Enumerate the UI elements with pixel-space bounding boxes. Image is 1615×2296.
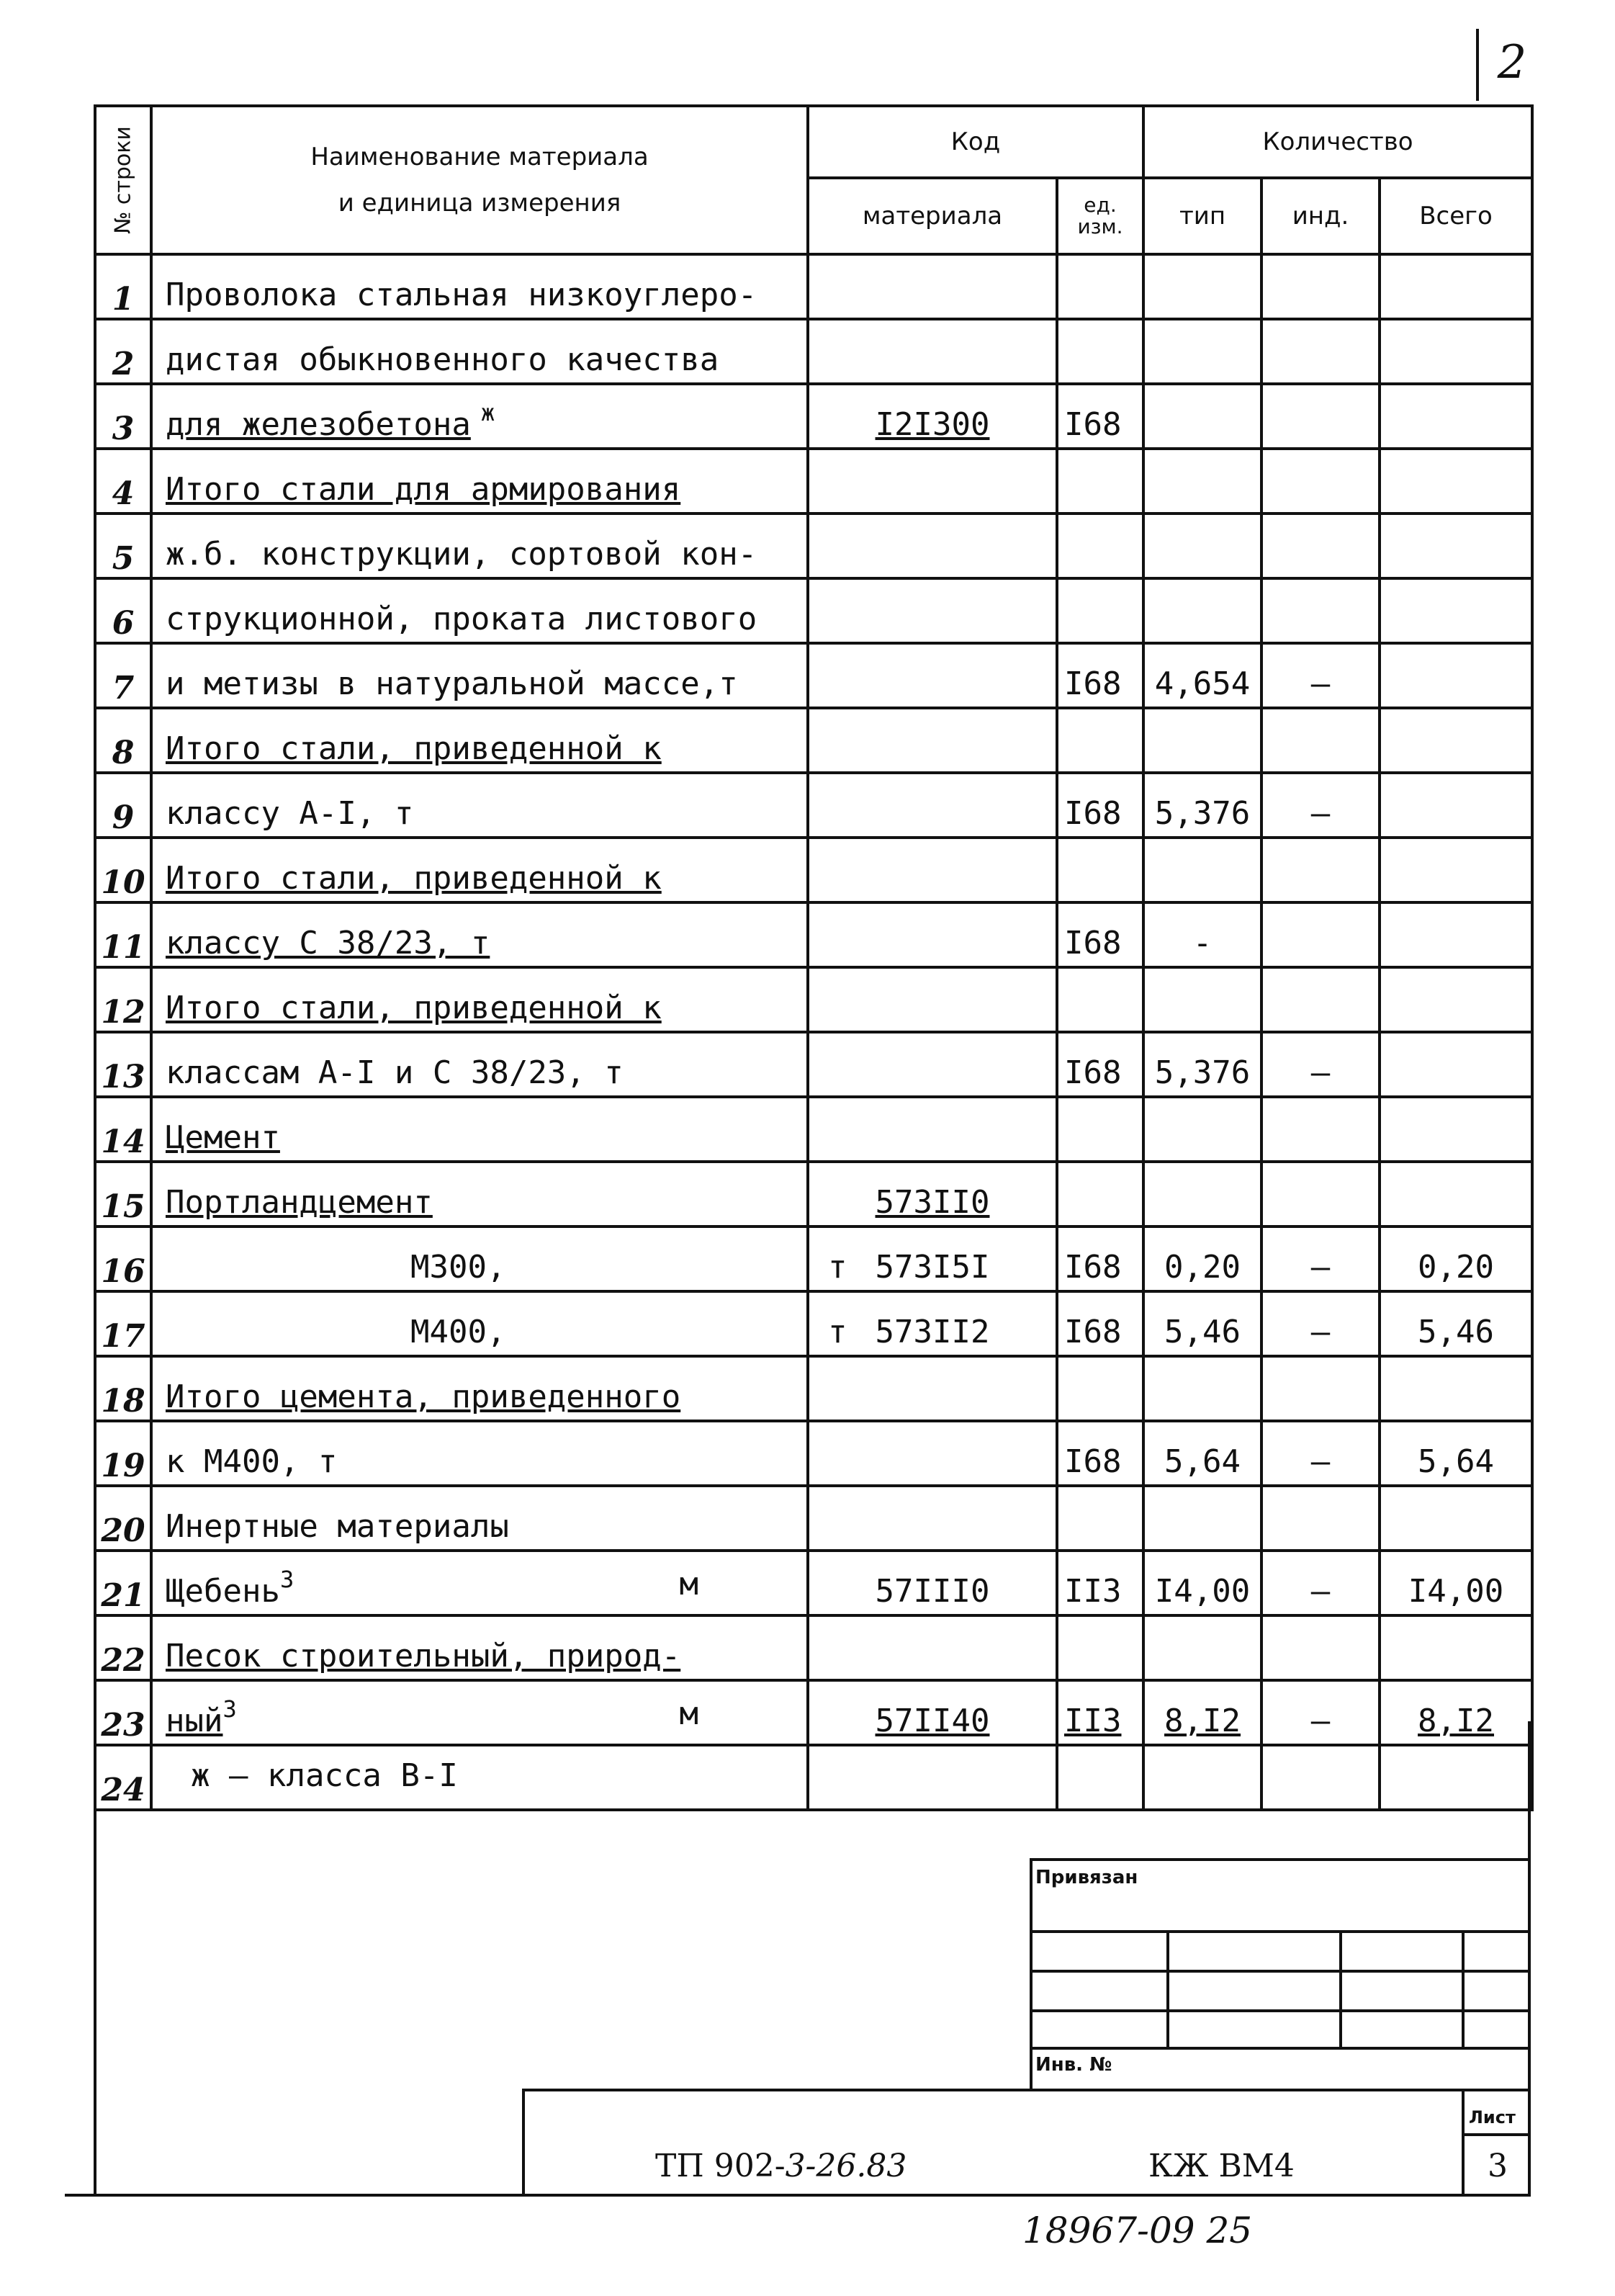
unit-code — [1057, 1745, 1143, 1810]
unit-code: II3 — [1057, 1551, 1143, 1615]
row-number: 13 — [95, 1032, 151, 1097]
qty-ind — [1261, 1615, 1380, 1680]
stamp-line-2 — [1030, 1970, 1531, 1973]
row-number: 11 — [95, 902, 151, 967]
handwritten-number: 18967-09 25 — [1022, 2210, 1253, 2251]
qty-ind — [1261, 902, 1380, 967]
qty-total — [1380, 1745, 1532, 1810]
qty-ind: – — [1261, 1551, 1380, 1615]
row-number: 9 — [95, 773, 151, 838]
qty-ind: – — [1261, 773, 1380, 838]
table-row — [95, 902, 1532, 967]
row-number: 8 — [95, 708, 151, 773]
material-name — [151, 1162, 808, 1227]
material-code: 57II40 — [808, 1680, 1057, 1745]
qty-ind — [1261, 514, 1380, 578]
corner-divider — [1476, 29, 1479, 101]
header-ind: инд. — [1261, 178, 1380, 254]
header-typ: тип — [1143, 178, 1261, 254]
row-number: 3 — [95, 384, 151, 449]
stamp-privyazan: Привязан — [1035, 1867, 1138, 1888]
material-code — [808, 1097, 1057, 1162]
unit-label: м — [679, 1566, 698, 1602]
material-code — [808, 578, 1057, 643]
material-code — [808, 643, 1057, 708]
title-top-line — [522, 2089, 1531, 2091]
table-row — [95, 1162, 1532, 1227]
material-name-text: струкционной, проката листового — [166, 601, 757, 637]
unit-code: I68 — [1057, 773, 1143, 838]
material-code — [808, 319, 1057, 384]
row-number: 17 — [95, 1291, 151, 1356]
row-number: 4 — [95, 449, 151, 514]
unit-label: м — [679, 1695, 698, 1732]
material-name — [151, 1615, 808, 1680]
material-name-text: Цемент — [166, 1119, 280, 1156]
material-name-text: Итого стали, приведенной к — [166, 860, 662, 897]
unit-code: II3 — [1057, 1680, 1143, 1745]
qty-typ: 5,376 — [1143, 773, 1261, 838]
stamp-vline-1 — [1166, 1930, 1169, 2049]
material-code — [808, 838, 1057, 902]
unit-code — [1057, 1162, 1143, 1227]
qty-ind — [1261, 578, 1380, 643]
stamp-line-3 — [1030, 2009, 1531, 2012]
qty-ind — [1261, 708, 1380, 773]
qty-total: I4,00 — [1380, 1551, 1532, 1615]
table-row — [95, 1356, 1532, 1421]
document-code: ТП 902-3-26.83 — [655, 2148, 907, 2184]
qty-typ: 5,376 — [1143, 1032, 1261, 1097]
table-row — [95, 1551, 1532, 1615]
material-code — [808, 967, 1057, 1032]
unit-code — [1057, 1097, 1143, 1162]
material-name-text: Песок строительный, природ- — [166, 1638, 681, 1674]
qty-total — [1380, 319, 1532, 384]
row-number: 10 — [95, 838, 151, 902]
material-code — [808, 254, 1057, 319]
header-total: Всего — [1380, 178, 1532, 254]
unit-superscript: 3 — [279, 1566, 294, 1593]
qty-typ: 8,I2 — [1143, 1680, 1261, 1745]
title-left-line — [522, 2089, 525, 2197]
qty-total — [1380, 449, 1532, 514]
qty-ind — [1261, 384, 1380, 449]
material-name — [151, 773, 808, 838]
qty-total — [1380, 1162, 1532, 1227]
qty-typ — [1143, 449, 1261, 514]
unit-code: I68 — [1057, 902, 1143, 967]
qty-total — [1380, 384, 1532, 449]
qty-total: 0,20 — [1380, 1227, 1532, 1291]
qty-ind — [1261, 967, 1380, 1032]
material-name-text: Портландцемент — [166, 1184, 433, 1221]
qty-total — [1380, 1097, 1532, 1162]
material-name — [151, 1486, 808, 1551]
row-number: 15 — [95, 1162, 151, 1227]
row-number: 7 — [95, 643, 151, 708]
material-name — [151, 449, 808, 514]
material-code: I2I300 — [808, 384, 1057, 449]
qty-typ — [1143, 1486, 1261, 1551]
table-row — [95, 254, 1532, 319]
material-code — [808, 514, 1057, 578]
material-code — [808, 902, 1057, 967]
material-code: 57III0 — [808, 1551, 1057, 1615]
qty-typ: 4,654 — [1143, 643, 1261, 708]
qty-ind — [1261, 1097, 1380, 1162]
unit-label: т — [828, 1249, 847, 1286]
table-row — [95, 967, 1532, 1032]
qty-typ: 0,20 — [1143, 1227, 1261, 1291]
material-name-text: Итого стали, приведенной к — [166, 990, 662, 1026]
material-name — [151, 1551, 808, 1615]
qty-typ — [1143, 1162, 1261, 1227]
material-code — [808, 773, 1057, 838]
qty-typ — [1143, 514, 1261, 578]
material-name — [151, 902, 808, 967]
table-row — [95, 708, 1532, 773]
material-name — [151, 1097, 808, 1162]
unit-code — [1057, 514, 1143, 578]
qty-ind: – — [1261, 1291, 1380, 1356]
header-row-number: № строки — [95, 106, 151, 254]
material-name — [151, 708, 808, 773]
material-name-text: Итого цемента, приведенного — [166, 1378, 681, 1415]
qty-ind: – — [1261, 1032, 1380, 1097]
unit-code: I68 — [1057, 384, 1143, 449]
table-row — [95, 1032, 1532, 1097]
header-material-name — [151, 106, 808, 254]
qty-total: 5,46 — [1380, 1291, 1532, 1356]
material-name-text: и метизы в натуральной массе,т — [166, 665, 738, 702]
table-row — [95, 838, 1532, 902]
table-row — [95, 1227, 1532, 1291]
material-name — [151, 838, 808, 902]
stamp-top-line — [1030, 1858, 1531, 1861]
header-quantity-group: Количество — [1143, 106, 1532, 178]
document-mark: КЖ ВМ4 — [1148, 2148, 1295, 2184]
frame-left-line — [94, 1721, 96, 2197]
qty-ind: – — [1261, 1227, 1380, 1291]
title-sheet-line — [1462, 2133, 1531, 2136]
material-name-text: Инертные материалы — [166, 1508, 509, 1545]
stamp-inv-no: Инв. № — [1035, 2054, 1112, 2076]
qty-typ: - — [1143, 902, 1261, 967]
qty-typ: 5,46 — [1143, 1291, 1261, 1356]
material-name — [151, 1032, 808, 1097]
row-number: 12 — [95, 967, 151, 1032]
material-name-text: Проволока стальная низкоуглеро- — [166, 277, 757, 313]
qty-typ: 5,64 — [1143, 1421, 1261, 1486]
table-row — [95, 1615, 1532, 1680]
qty-total — [1380, 643, 1532, 708]
unit-code — [1057, 578, 1143, 643]
qty-total — [1380, 708, 1532, 773]
qty-total — [1380, 1356, 1532, 1421]
header-code-group: Код — [808, 106, 1143, 178]
qty-typ — [1143, 967, 1261, 1032]
unit-code — [1057, 967, 1143, 1032]
table-row — [95, 1680, 1532, 1745]
table-row — [95, 1097, 1532, 1162]
frame-bottom-line — [65, 2194, 1531, 2197]
material-name — [151, 384, 808, 449]
material-name — [151, 1680, 808, 1745]
qty-total — [1380, 1486, 1532, 1551]
unit-code: I68 — [1057, 643, 1143, 708]
material-code — [808, 1356, 1057, 1421]
row-number: 1 — [95, 254, 151, 319]
table-row — [95, 449, 1532, 514]
qty-total: 5,64 — [1380, 1421, 1532, 1486]
qty-ind — [1261, 838, 1380, 902]
material-name — [151, 254, 808, 319]
qty-typ — [1143, 1745, 1261, 1810]
table-row — [95, 514, 1532, 578]
material-name-text: для железобетона — [166, 406, 471, 443]
qty-typ — [1143, 319, 1261, 384]
qty-typ — [1143, 1356, 1261, 1421]
material-code — [808, 1421, 1057, 1486]
material-code — [808, 1615, 1057, 1680]
material-name — [151, 319, 808, 384]
unit-code — [1057, 838, 1143, 902]
unit-code — [1057, 1486, 1143, 1551]
title-sheet-divider — [1462, 2089, 1465, 2197]
unit-code: I68 — [1057, 1291, 1143, 1356]
unit-code — [1057, 254, 1143, 319]
header-name-line2: и единица измерения — [338, 189, 621, 218]
qty-ind — [1261, 254, 1380, 319]
qty-typ: I4,00 — [1143, 1551, 1261, 1615]
material-name-text: М400, — [410, 1314, 506, 1350]
unit-code — [1057, 1615, 1143, 1680]
header-name-line1: Наименование материала — [310, 143, 649, 171]
qty-ind — [1261, 1162, 1380, 1227]
material-name-text: ный — [166, 1703, 223, 1739]
material-name — [151, 1227, 847, 1291]
unit-label: т — [828, 1314, 847, 1350]
qty-total — [1380, 967, 1532, 1032]
row-number: 14 — [95, 1097, 151, 1162]
table-row — [95, 1421, 1532, 1486]
row-number: 19 — [95, 1421, 151, 1486]
unit-code: I68 — [1057, 1227, 1143, 1291]
qty-total — [1380, 902, 1532, 967]
material-name-text: Итого стали, приведенной к — [166, 730, 662, 767]
qty-typ — [1143, 578, 1261, 643]
frame-right-line — [1528, 1721, 1531, 2197]
qty-typ — [1143, 384, 1261, 449]
material-code: 573II2 — [808, 1291, 1057, 1356]
material-name — [151, 1421, 808, 1486]
sheet-number: 3 — [1488, 2148, 1508, 2184]
header-unit: ед. изм. — [1057, 178, 1143, 254]
material-name-text: классу С 38/23, т — [166, 925, 490, 961]
qty-ind — [1261, 1745, 1380, 1810]
unit-code — [1057, 708, 1143, 773]
qty-typ — [1143, 1097, 1261, 1162]
material-code — [808, 708, 1057, 773]
material-name-text: классу А-I, т — [166, 795, 414, 832]
material-code — [808, 449, 1057, 514]
qty-typ — [1143, 254, 1261, 319]
unit-code: I68 — [1057, 1032, 1143, 1097]
material-name — [151, 514, 808, 578]
stamp-line-4 — [1030, 2047, 1531, 2050]
qty-ind — [1261, 1486, 1380, 1551]
material-name — [151, 1291, 847, 1356]
page-number: 2 — [1497, 36, 1527, 89]
qty-ind — [1261, 319, 1380, 384]
materials-table — [94, 104, 1534, 1811]
unit-code — [1057, 319, 1143, 384]
qty-typ — [1143, 838, 1261, 902]
row-number: 21 — [95, 1551, 151, 1615]
qty-ind — [1261, 449, 1380, 514]
table-row — [95, 1291, 1532, 1356]
material-name-text: ж.б. конструкции, сортовой кон- — [166, 536, 757, 573]
material-name-text: дистая обыкновенного качества — [166, 341, 719, 378]
material-code — [808, 1745, 1057, 1810]
qty-total — [1380, 254, 1532, 319]
table-row — [95, 643, 1532, 708]
qty-typ — [1143, 708, 1261, 773]
row-number: 18 — [95, 1356, 151, 1421]
row-number: 20 — [95, 1486, 151, 1551]
material-code — [808, 1486, 1057, 1551]
table-row — [95, 384, 1532, 449]
material-name — [151, 967, 808, 1032]
material-name-text: Итого стали для армирования — [166, 471, 681, 508]
table-row — [95, 773, 1532, 838]
table-row — [95, 319, 1532, 384]
qty-ind: – — [1261, 1680, 1380, 1745]
material-name-text: М300, — [410, 1249, 506, 1286]
row-number: 6 — [95, 578, 151, 643]
material-name — [151, 643, 808, 708]
row-number: 23 — [95, 1680, 151, 1745]
unit-code: I68 — [1057, 1421, 1143, 1486]
qty-total — [1380, 1615, 1532, 1680]
unit-superscript: 3 — [222, 1695, 237, 1723]
footnote-marker: ж — [480, 399, 495, 426]
unit-code — [1057, 449, 1143, 514]
header-row-1 — [95, 106, 1532, 178]
qty-total — [1380, 514, 1532, 578]
row-number: 16 — [95, 1227, 151, 1291]
qty-total — [1380, 1032, 1532, 1097]
unit-code — [1057, 1356, 1143, 1421]
table-row — [95, 1486, 1532, 1551]
material-name-text: Щебень — [166, 1573, 280, 1610]
qty-total: 8,I2 — [1380, 1680, 1532, 1745]
material-name-text: классам А-I и С 38/23, т — [166, 1054, 624, 1091]
stamp-vline-3 — [1462, 1930, 1465, 2049]
material-code: 573II0 — [808, 1162, 1057, 1227]
material-code: 573I5I — [808, 1227, 1057, 1291]
material-name — [151, 578, 808, 643]
sheet-label: Лист — [1469, 2107, 1516, 2127]
row-number: 22 — [95, 1615, 151, 1680]
material-name-text: к М400, т — [166, 1443, 338, 1480]
material-code — [808, 1032, 1057, 1097]
row-number: 24 — [95, 1745, 151, 1810]
qty-total — [1380, 578, 1532, 643]
footnote: ж – класса В-I — [191, 1757, 458, 1794]
stamp-line-1 — [1030, 1930, 1531, 1933]
table-row — [95, 578, 1532, 643]
qty-total — [1380, 838, 1532, 902]
header-material-code: материала — [808, 178, 1057, 254]
qty-total — [1380, 773, 1532, 838]
qty-typ — [1143, 1615, 1261, 1680]
qty-ind: – — [1261, 643, 1380, 708]
stamp-vline-2 — [1339, 1930, 1342, 2049]
row-number: 2 — [95, 319, 151, 384]
material-name — [151, 1356, 808, 1421]
row-number: 5 — [95, 514, 151, 578]
qty-ind: – — [1261, 1421, 1380, 1486]
qty-ind — [1261, 1356, 1380, 1421]
stamp-left-line — [1030, 1858, 1033, 2089]
